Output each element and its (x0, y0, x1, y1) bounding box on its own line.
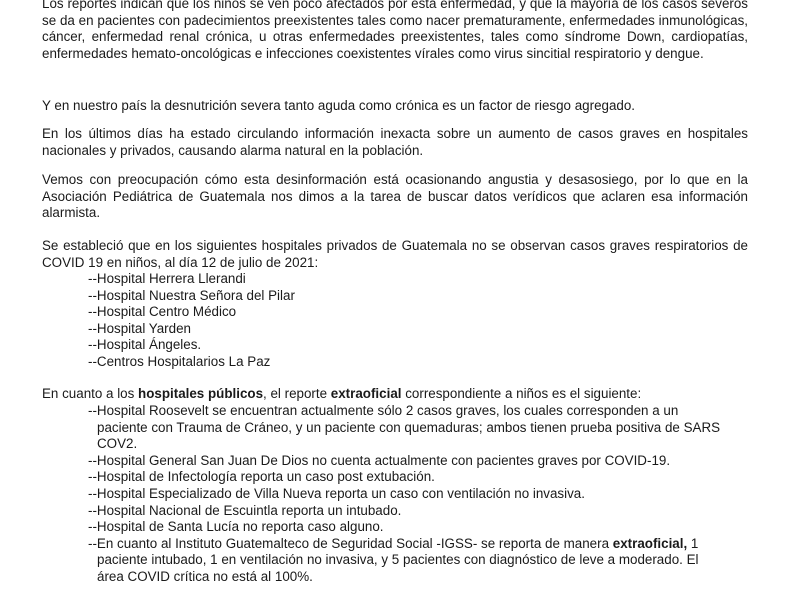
paragraph-malnutrition: Y en nuestro país la desnutrición severa tanto aguda como crónica es un factor de riesgo agregado. (42, 98, 636, 113)
text-run: correspondiente a niños es el siguiente: (401, 386, 642, 401)
list-item: --Hospital Centro Médico (88, 304, 237, 320)
text-run: 1 (687, 535, 699, 551)
list-item: --Hospital de Santa Lucía no reporta caso alguno. (88, 519, 384, 535)
list-item-roosevelt (88, 403, 748, 453)
list-item: --Hospital Nuestra Señora del Pilar (88, 287, 295, 303)
paragraph-private-intro: Se estableció que en los siguientes hospitales privados de Guatemala no se observan casos graves respiratorios de COVID 19 en niños, al día 12 de julio de 2021: (42, 238, 748, 270)
paragraph-concern: Vemos con preocupación cómo esta desinformación está ocasionando angustia y desasosiego, por lo que en la Asociación Pediátrica de Guatemala nos dimos a la tarea de buscar datos verídicos que aclaren esa información alarmista. (42, 172, 748, 221)
bold-unofficial-igss: extraoficial, (612, 535, 688, 551)
list-item: --Hospital de Infectología reporta un caso post extubación. (88, 469, 435, 485)
list-item: --Centros Hospitalarios La Paz (88, 353, 271, 369)
igss-line-3: área COVID crítica no está al 100%. (97, 568, 313, 584)
igss-line-2: paciente intubado, 1 en ventilación no invasiva, y 5 pacientes con diagnóstico de leve a moderado. El (97, 552, 699, 568)
list-item: --Hospital Yarden (88, 320, 191, 336)
list-item: --Hospital General San Juan De Dios no cuenta actualmente con pacientes graves por COVID-19. (88, 452, 671, 468)
private-hospitals-list (88, 271, 748, 371)
roosevelt-line-2: paciente con Trauma de Cráneo, y un paciente con quemaduras; ambos tienen prueba positiva de SARS (97, 419, 721, 435)
paragraph-misinformation: En los últimos días ha estado circulando información inexacta sobre un aumento de casos graves en hospitales nacionales y privados, causando alarma natural en la población. (42, 126, 748, 158)
paragraph-risk-factors: Los reportes indican que los niños se ven poco afectados por esta enfermedad, y que la mayoría de los casos severos se da en pacientes con padecimientos preexistentes tales como nacer prematuramente, enfermedades inmunológicas, cáncer, enfermedad renal crónica, u otras enfermedades preexistentes, tales como síndrome Down, cardiopatías, enfermedades hemato-oncológicas e infecciones coexistentes vírales como virus sincitial respiratorio y dengue. (42, 0, 748, 61)
text-run: En cuanto a los (42, 386, 139, 401)
paragraph-public-intro (42, 386, 748, 403)
list-item: --Hospital Ángeles. (88, 337, 202, 353)
list-item: --Hospital Herrera Llerandi (88, 271, 246, 286)
text-run: --En cuanto al Instituto Guatemalteco de Seguridad Social -IGSS- se reporta de manera (88, 535, 613, 551)
text-run: , el reporte (263, 386, 331, 401)
bold-unofficial: extraoficial (330, 386, 402, 401)
roosevelt-line-1: --Hospital Roosevelt se encuentran actualmente sólo 2 casos graves, los cuales corresponden a un (88, 403, 679, 418)
list-item: --Hospital Nacional de Escuintla reporta un intubado. (88, 502, 402, 518)
list-item-igss (88, 536, 748, 586)
roosevelt-line-3: COV2. (97, 436, 138, 452)
bold-public-hospitals: hospitales públicos (138, 386, 264, 401)
list-item: --Hospital Especializado de Villa Nueva reporta un caso con ventilación no invasiva. (88, 485, 585, 501)
public-hospitals-list (88, 403, 748, 586)
igss-line-1 (88, 536, 748, 553)
